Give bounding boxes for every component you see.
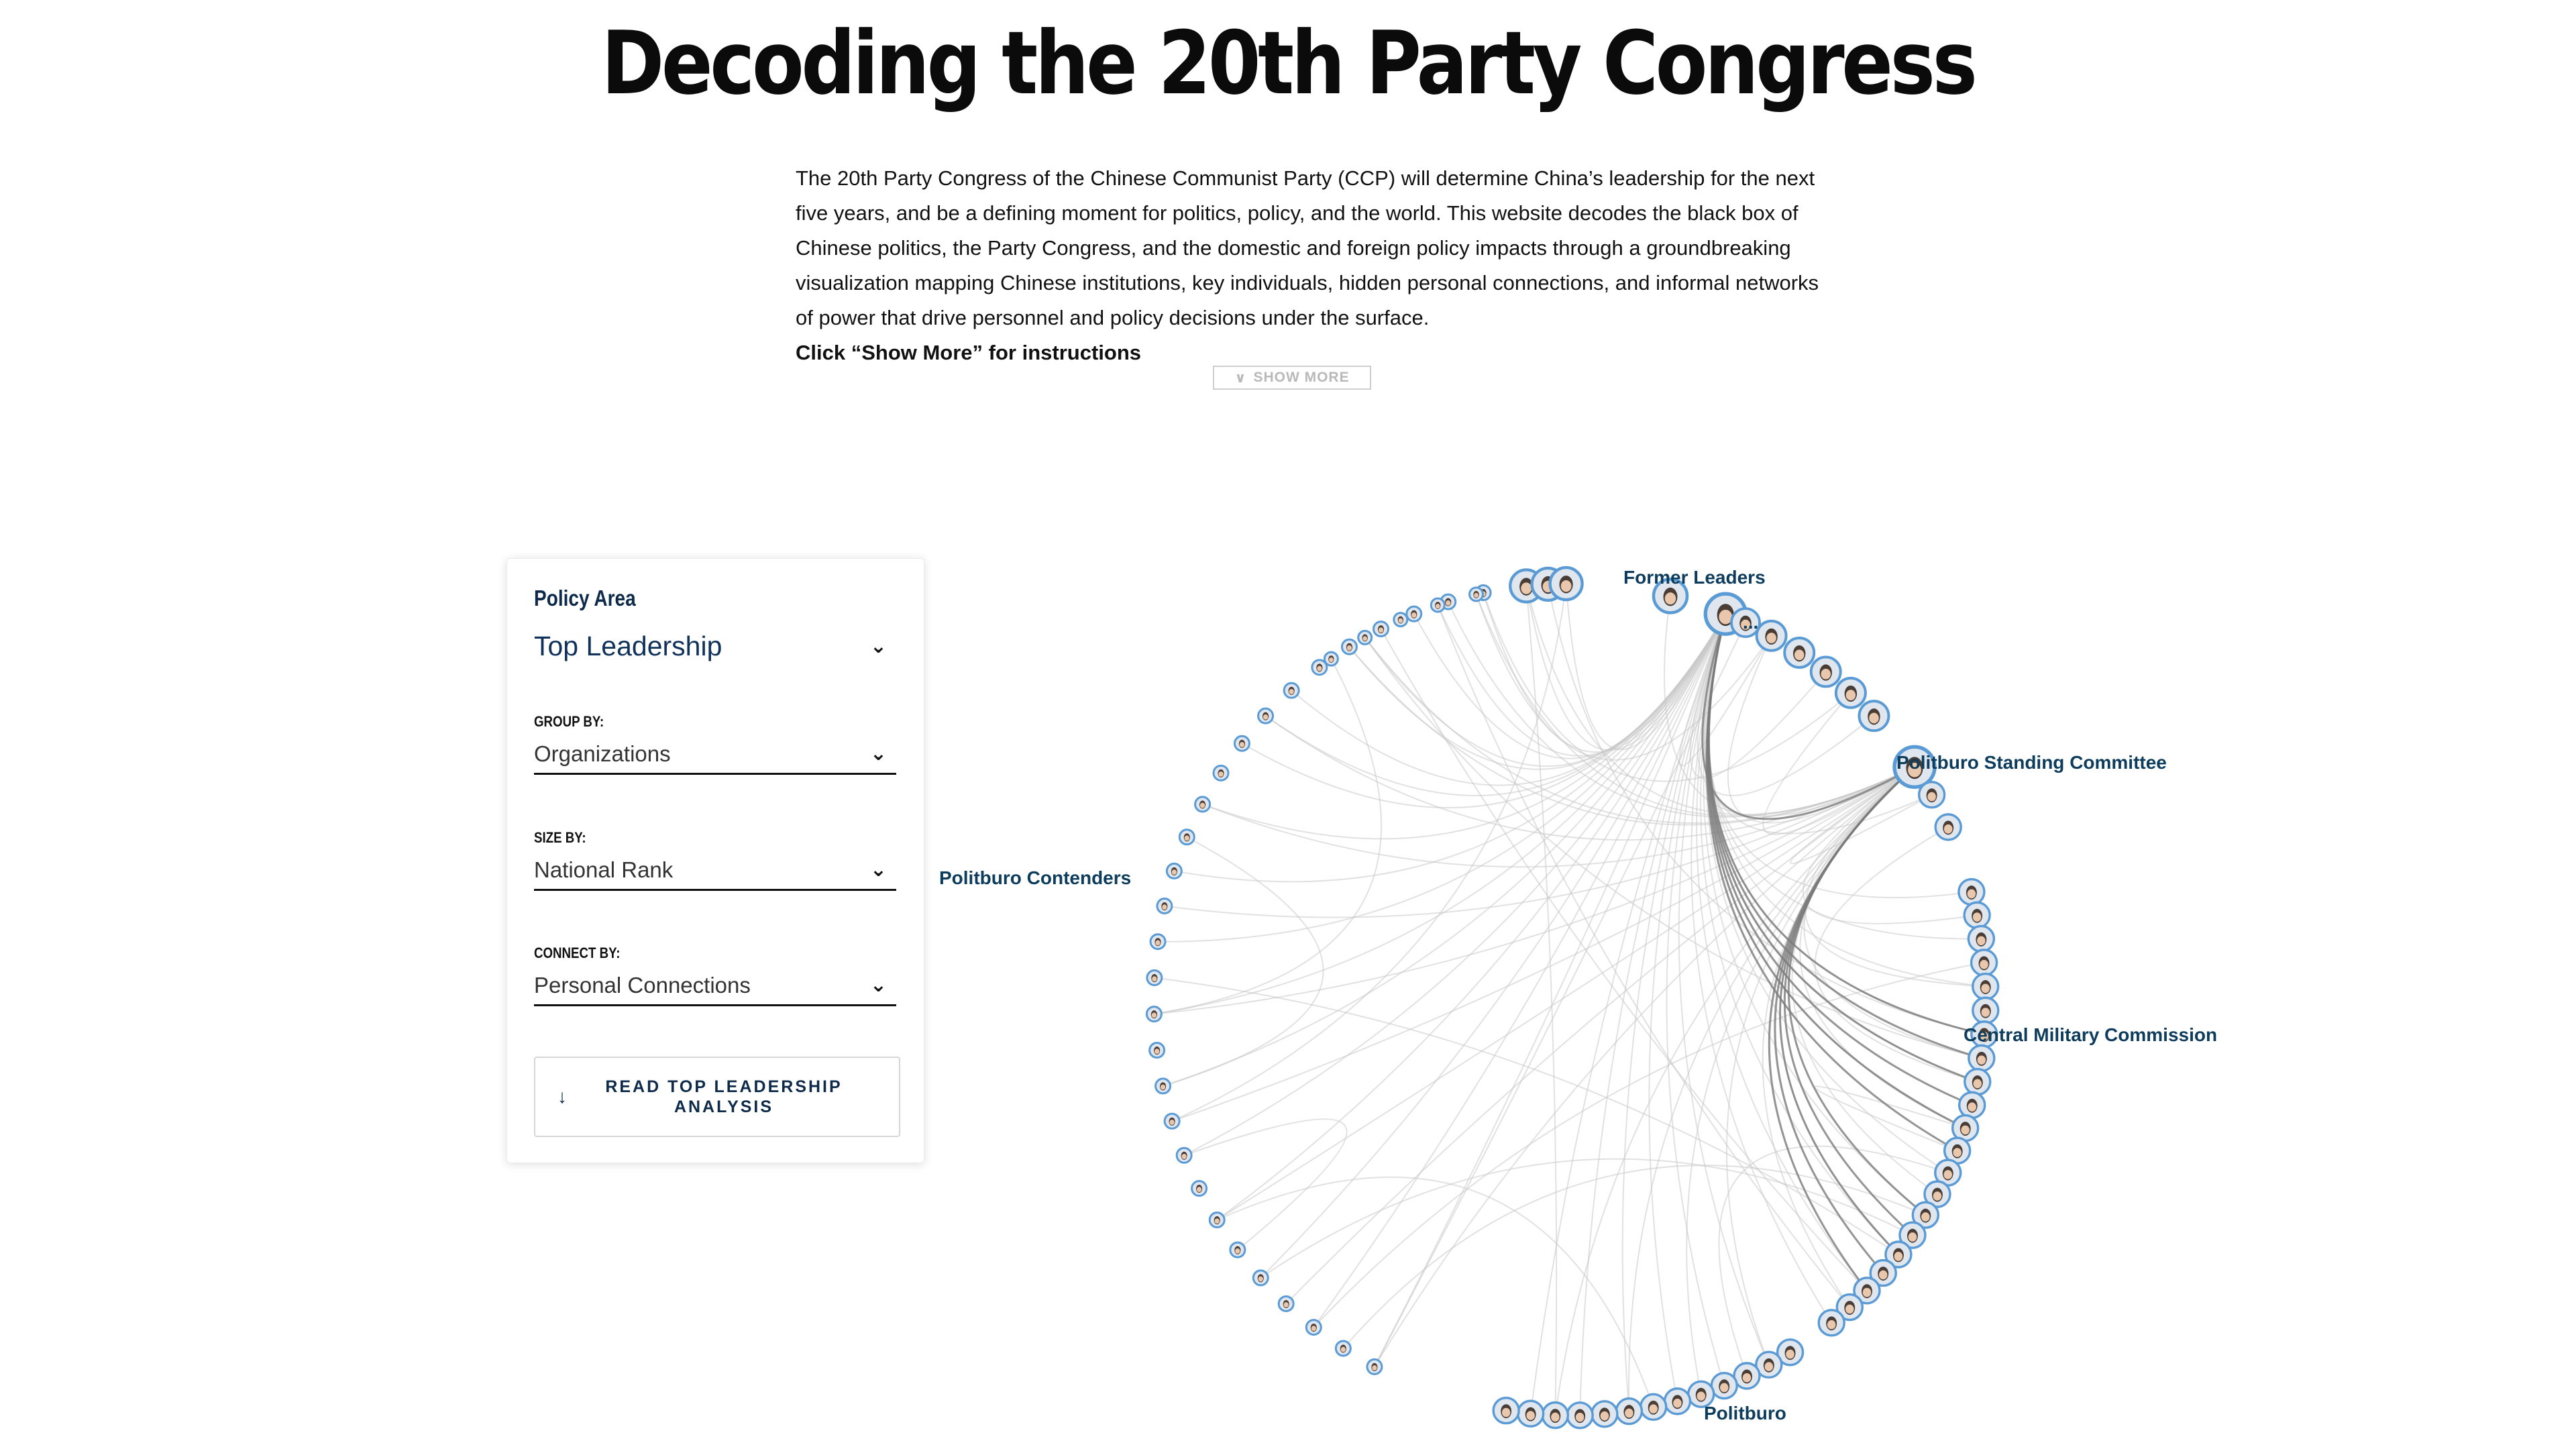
chevron-down-icon: ⌄ <box>869 859 887 881</box>
person-node-avatar[interactable] <box>1167 863 1181 878</box>
person-node-avatar[interactable] <box>1210 1213 1224 1228</box>
person-node-avatar[interactable] <box>1214 765 1228 780</box>
person-node-avatar[interactable] <box>1470 588 1483 601</box>
person-node-avatar[interactable] <box>1258 708 1273 723</box>
connection-edge <box>1531 614 1726 1413</box>
person-node-avatar[interactable] <box>1179 830 1194 845</box>
person-node-avatar[interactable] <box>1972 950 1997 975</box>
connection-edge <box>1174 614 1725 881</box>
person-node-avatar[interactable] <box>1811 657 1841 686</box>
person-node-avatar[interactable] <box>1935 814 1961 840</box>
person-node-avatar[interactable] <box>1306 1320 1321 1335</box>
person-node-avatar[interactable] <box>1192 1181 1207 1195</box>
person-node-avatar[interactable] <box>1711 1373 1737 1399</box>
policy-area-value: Top Leadership <box>534 630 722 661</box>
person-node-avatar[interactable] <box>1407 606 1421 621</box>
person-node-avatar[interactable] <box>1147 971 1162 985</box>
person-node-avatar[interactable] <box>1230 1242 1245 1257</box>
person-node-avatar[interactable] <box>1973 974 1998 1000</box>
arrow-down-icon: ↓ <box>557 1086 567 1107</box>
group-label-central-military-commission: Central Military Commission <box>1964 1024 2218 1045</box>
group-label-politburo-standing-committee: Politburo Standing Committee <box>1896 752 2167 773</box>
connect-by-value: Personal Connections <box>534 972 751 998</box>
person-node-avatar[interactable] <box>1150 1043 1165 1058</box>
size-by-value: National Rank <box>534 857 674 882</box>
group-by-label: GROUP BY: <box>534 713 604 730</box>
policy-area-heading: Policy Area <box>534 586 636 610</box>
person-node-avatar[interactable] <box>1859 701 1888 731</box>
group-label-politburo: Politburo <box>1704 1403 1786 1424</box>
connection-edge <box>1706 614 1948 1173</box>
person-node-avatar[interactable] <box>1960 1092 1985 1118</box>
person-node-avatar[interactable] <box>1968 926 1994 951</box>
person-node-avatar[interactable] <box>1431 598 1444 612</box>
group-label-former-leaders: Former Leaders <box>1623 567 1766 588</box>
person-node-avatar[interactable] <box>1919 782 1945 808</box>
person-node-avatar[interactable] <box>1367 1359 1382 1374</box>
group-label-ellipsis: ... <box>1743 612 1759 633</box>
person-node-avatar[interactable] <box>1157 899 1172 914</box>
group-label-politburo-contenders: Politburo Contenders <box>939 867 1132 888</box>
group-by-value: Organizations <box>534 741 671 766</box>
connection-edge <box>1184 614 1725 1155</box>
person-node-avatar[interactable] <box>1550 568 1582 600</box>
person-node-avatar[interactable] <box>1567 1403 1593 1428</box>
read-analysis-label: READ TOP LEADERSHIP ANALYSIS <box>605 1077 843 1116</box>
person-node-avatar[interactable] <box>1195 797 1210 812</box>
person-node-avatar[interactable] <box>1394 613 1407 627</box>
page-title: Decoding the 20th Party Congress <box>601 12 1975 114</box>
person-node-avatar[interactable] <box>1518 1401 1544 1426</box>
person-node-avatar[interactable] <box>1234 736 1249 751</box>
connection-edge <box>1815 1086 1966 1150</box>
person-node-avatar[interactable] <box>1969 1045 1994 1071</box>
size-by-label: SIZE BY: <box>534 829 586 846</box>
connection-edge <box>1703 614 1925 1215</box>
person-node-avatar[interactable] <box>1493 1398 1519 1424</box>
chevron-down-icon: ∨ <box>1234 370 1247 386</box>
person-node-avatar[interactable] <box>1592 1401 1617 1427</box>
person-node-avatar[interactable] <box>1616 1399 1642 1424</box>
person-node-avatar[interactable] <box>1836 678 1866 708</box>
chevron-down-icon: ⌄ <box>869 635 887 657</box>
connection-edge <box>1704 614 1931 833</box>
person-node-avatar[interactable] <box>1177 1148 1191 1163</box>
person-node-avatar[interactable] <box>1358 631 1372 644</box>
person-node-avatar[interactable] <box>1336 1341 1350 1356</box>
person-node-avatar[interactable] <box>1156 1079 1171 1093</box>
person-node-avatar[interactable] <box>1965 1069 1990 1095</box>
instructions-text: Click “Show More” for instructions <box>796 341 1141 364</box>
person-node-avatar[interactable] <box>1342 639 1356 654</box>
person-node-avatar[interactable] <box>1959 879 1984 905</box>
chevron-down-icon: ⌄ <box>869 974 887 996</box>
person-node-avatar[interactable] <box>1973 998 1998 1023</box>
person-node-avatar[interactable] <box>1146 1007 1161 1022</box>
person-node-avatar[interactable] <box>1150 934 1165 949</box>
person-node-avatar[interactable] <box>1374 622 1389 637</box>
person-node-avatar[interactable] <box>1819 1310 1844 1336</box>
chevron-down-icon: ⌄ <box>869 743 887 765</box>
person-node-avatar[interactable] <box>1279 1296 1293 1311</box>
connect-by-label: CONNECT BY: <box>534 945 621 961</box>
person-node-avatar[interactable] <box>1664 1389 1690 1414</box>
intro-paragraph: The 20th Party Congress of the Chinese Communist Party (CCP) will determine China’s leadership for the next five years, and be a defining moment for politics, policy, and the world. This website decodes the black box of Chinese politics, the Party Congress, and the domestic and foreign policy impacts through a groundbreaking visualization mapping Chinese institutions, key individuals, hidden personal connections, and informal networks of power that drive personnel and policy decisions under the surface. <box>796 166 1819 329</box>
person-node-avatar[interactable] <box>1757 621 1786 651</box>
person-node-avatar[interactable] <box>1542 1403 1568 1428</box>
person-node-avatar[interactable] <box>1253 1271 1268 1285</box>
person-node-avatar[interactable] <box>1784 638 1814 667</box>
person-node-avatar[interactable] <box>1641 1394 1666 1419</box>
show-more-label: SHOW MORE <box>1253 370 1350 385</box>
person-node-avatar[interactable] <box>1165 1114 1179 1128</box>
connection-edge <box>1155 978 1898 1254</box>
person-node-avatar[interactable] <box>1964 902 1990 928</box>
person-node-avatar[interactable] <box>1324 652 1338 665</box>
person-node-avatar[interactable] <box>1284 683 1299 698</box>
